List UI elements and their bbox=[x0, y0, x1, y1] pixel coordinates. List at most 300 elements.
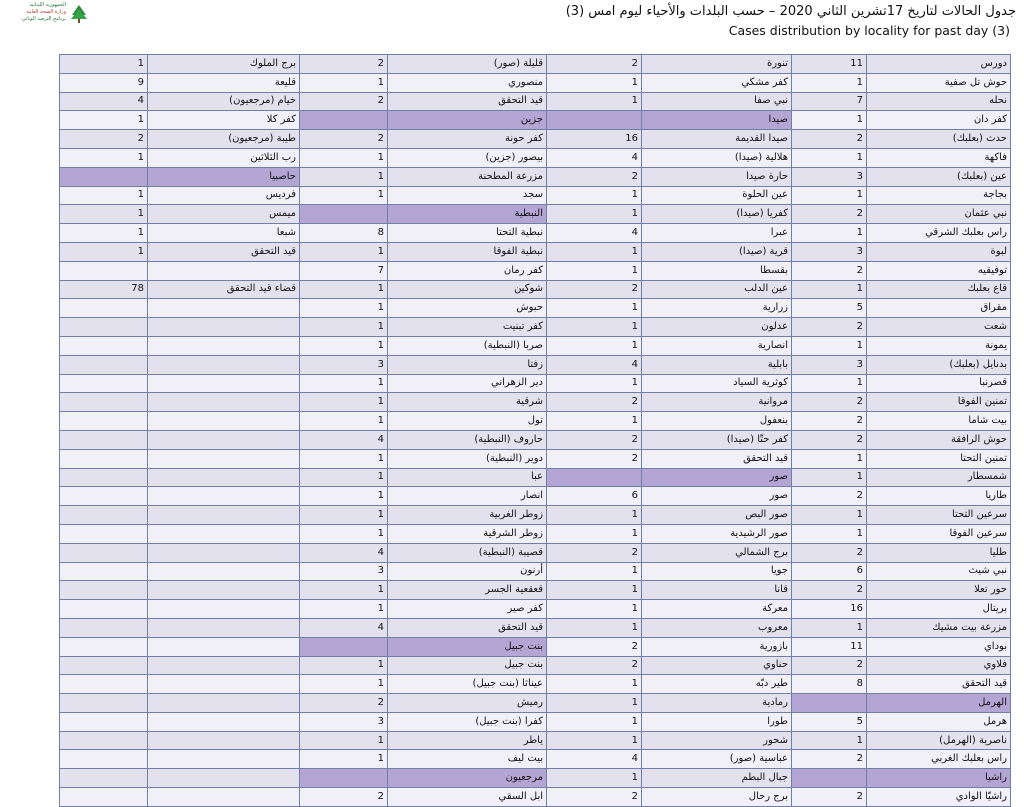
case-count-cell bbox=[60, 712, 148, 731]
locality-name-cell: بازورية bbox=[642, 637, 792, 656]
district-header-cell: بنت جبيل bbox=[388, 637, 547, 656]
case-count-cell bbox=[60, 374, 148, 393]
case-count-cell: 1 bbox=[300, 73, 388, 92]
ministry-logo bbox=[6, 2, 88, 28]
case-count-cell: 1 bbox=[60, 224, 148, 243]
case-count-cell: 2 bbox=[792, 412, 867, 431]
case-count-cell bbox=[60, 167, 148, 186]
locality-name-cell: قضاء قيد التحقق bbox=[148, 280, 300, 299]
locality-name-cell: حوش تل صفية bbox=[867, 73, 1011, 92]
locality-name-cell bbox=[148, 355, 300, 374]
locality-name-cell: راس بعلبك الشرقي bbox=[867, 224, 1011, 243]
case-count-cell: 1 bbox=[547, 242, 642, 261]
locality-name-cell: طيبة (مرجعيون) bbox=[148, 130, 300, 149]
case-count-cell: 2 bbox=[792, 393, 867, 412]
locality-name-cell: ميمس bbox=[148, 205, 300, 224]
locality-name-cell: قيد التحقق bbox=[388, 618, 547, 637]
locality-name-cell: ناصرية (الهرمل) bbox=[867, 731, 1011, 750]
locality-name-cell: منصوري bbox=[388, 73, 547, 92]
case-count-cell: 1 bbox=[547, 524, 642, 543]
locality-name-cell: عدلون bbox=[642, 318, 792, 337]
case-count-cell: 1 bbox=[547, 299, 642, 318]
case-count-cell: 1 bbox=[792, 73, 867, 92]
table-row bbox=[60, 562, 1011, 581]
locality-name-cell: هلالية (صيدا) bbox=[642, 148, 792, 167]
locality-name-cell: كوثرية السياد bbox=[642, 374, 792, 393]
case-count-cell: 2 bbox=[547, 656, 642, 675]
locality-name-cell: طاريا bbox=[867, 487, 1011, 506]
locality-name-cell: حدث (بعلبك) bbox=[867, 130, 1011, 149]
locality-name-cell: طليا bbox=[867, 543, 1011, 562]
case-count-cell: 2 bbox=[792, 487, 867, 506]
locality-name-cell: سجد bbox=[388, 186, 547, 205]
table-row bbox=[60, 299, 1011, 318]
table-row bbox=[60, 694, 1011, 713]
locality-name-cell: حناوي bbox=[642, 656, 792, 675]
case-count-cell: 2 bbox=[547, 280, 642, 299]
locality-name-cell: تنورة bbox=[642, 55, 792, 74]
case-count-cell bbox=[60, 788, 148, 807]
case-count-cell: 1 bbox=[300, 186, 388, 205]
table-row bbox=[60, 336, 1011, 355]
locality-name-cell: نبطية الفوقا bbox=[388, 242, 547, 261]
case-count-cell: 11 bbox=[792, 637, 867, 656]
case-count-cell bbox=[60, 468, 148, 487]
case-count-cell: 1 bbox=[547, 562, 642, 581]
locality-name-cell bbox=[148, 449, 300, 468]
case-count-cell: 8 bbox=[792, 675, 867, 694]
locality-name-cell: كفرا (بنت جبيل) bbox=[388, 712, 547, 731]
case-count-cell: 1 bbox=[300, 336, 388, 355]
case-count-cell: 1 bbox=[547, 92, 642, 111]
table-row bbox=[60, 769, 1011, 788]
case-count-cell: 1 bbox=[300, 412, 388, 431]
case-count-cell: 1 bbox=[300, 374, 388, 393]
locality-name-cell: صور bbox=[642, 487, 792, 506]
locality-name-cell: برج رحال bbox=[642, 788, 792, 807]
locality-name-cell: كفر دان bbox=[867, 111, 1011, 130]
table-row bbox=[60, 73, 1011, 92]
case-count-cell: 2 bbox=[792, 581, 867, 600]
case-count-cell: 2 bbox=[547, 55, 642, 74]
locality-name-cell: مزرعة المطحنة bbox=[388, 167, 547, 186]
table-row bbox=[60, 148, 1011, 167]
case-count-cell: 1 bbox=[300, 242, 388, 261]
table-row bbox=[60, 55, 1011, 74]
table-row bbox=[60, 543, 1011, 562]
case-count-cell: 9 bbox=[60, 73, 148, 92]
locality-name-cell: رميش bbox=[388, 694, 547, 713]
case-count-cell: 1 bbox=[547, 205, 642, 224]
locality-name-cell: شعت bbox=[867, 318, 1011, 337]
locality-name-cell: كفر كلا bbox=[148, 111, 300, 130]
case-count-cell: 1 bbox=[547, 731, 642, 750]
locality-name-cell: قيد التحقق bbox=[642, 449, 792, 468]
case-count-cell: 1 bbox=[792, 468, 867, 487]
case-count-cell: 1 bbox=[60, 148, 148, 167]
case-count-cell: 2 bbox=[300, 55, 388, 74]
table-row bbox=[60, 242, 1011, 261]
case-count-cell: 1 bbox=[60, 111, 148, 130]
case-count-cell: 1 bbox=[60, 55, 148, 74]
case-count-cell: 4 bbox=[60, 92, 148, 111]
page-title-english: Cases distribution by locality for past day (3) bbox=[728, 23, 1010, 38]
district-header-cell: حاصبيا bbox=[148, 167, 300, 186]
locality-name-cell bbox=[148, 393, 300, 412]
locality-name-cell: قصيبة (النبطية) bbox=[388, 543, 547, 562]
locality-name-cell: نبطية التحتا bbox=[388, 224, 547, 243]
locality-name-cell: مقراق bbox=[867, 299, 1011, 318]
case-count-cell: 1 bbox=[547, 618, 642, 637]
case-count-cell: 1 bbox=[60, 205, 148, 224]
locality-name-cell: عبرا bbox=[642, 224, 792, 243]
case-count-cell: 4 bbox=[300, 543, 388, 562]
case-count-cell: 1 bbox=[792, 449, 867, 468]
locality-name-cell: قيد التحقق bbox=[388, 92, 547, 111]
locality-name-cell: انصارية bbox=[642, 336, 792, 355]
locality-name-cell: مزرعة بيت مشيك bbox=[867, 618, 1011, 637]
case-count-cell bbox=[60, 299, 148, 318]
case-count-cell bbox=[792, 769, 867, 788]
case-count-cell bbox=[792, 694, 867, 713]
case-count-cell: 3 bbox=[300, 562, 388, 581]
locality-name-cell: يمونة bbox=[867, 336, 1011, 355]
case-count-cell bbox=[60, 412, 148, 431]
district-header-cell: راشيا bbox=[867, 769, 1011, 788]
locality-name-cell: فلاوي bbox=[867, 656, 1011, 675]
locality-name-cell bbox=[148, 656, 300, 675]
case-count-cell: 2 bbox=[792, 261, 867, 280]
case-count-cell: 16 bbox=[547, 130, 642, 149]
case-count-cell bbox=[60, 393, 148, 412]
page-title-arabic: جدول الحالات لتاريخ 17تشرين الثاني 2020 – حسب البلدات والأحياء ليوم امس (3) bbox=[565, 4, 1016, 19]
case-count-cell: 1 bbox=[792, 731, 867, 750]
locality-name-cell: صور الرشيدية bbox=[642, 524, 792, 543]
locality-name-cell bbox=[148, 731, 300, 750]
case-count-cell: 1 bbox=[547, 186, 642, 205]
case-count-cell: 6 bbox=[792, 562, 867, 581]
locality-name-cell: قصرنبا bbox=[867, 374, 1011, 393]
locality-name-cell bbox=[148, 675, 300, 694]
case-count-cell: 1 bbox=[792, 374, 867, 393]
case-count-cell: 1 bbox=[547, 600, 642, 619]
locality-name-cell: قانا bbox=[642, 581, 792, 600]
cases-table bbox=[59, 54, 1011, 807]
table-row bbox=[60, 186, 1011, 205]
case-count-cell: 1 bbox=[547, 675, 642, 694]
locality-name-cell: زوطر الشرقية bbox=[388, 524, 547, 543]
case-count-cell bbox=[60, 449, 148, 468]
district-header-cell: مرجعيون bbox=[388, 769, 547, 788]
case-count-cell bbox=[60, 355, 148, 374]
locality-name-cell: زوطر الغربية bbox=[388, 506, 547, 525]
case-count-cell: 1 bbox=[300, 581, 388, 600]
case-count-cell: 1 bbox=[792, 506, 867, 525]
case-count-cell: 1 bbox=[547, 712, 642, 731]
locality-name-cell bbox=[148, 506, 300, 525]
locality-name-cell: حوش الرافقة bbox=[867, 430, 1011, 449]
locality-name-cell bbox=[148, 336, 300, 355]
case-count-cell: 1 bbox=[300, 280, 388, 299]
locality-name-cell: عبا bbox=[388, 468, 547, 487]
locality-name-cell bbox=[148, 487, 300, 506]
locality-name-cell: حارة صيدا bbox=[642, 167, 792, 186]
case-count-cell: 1 bbox=[792, 186, 867, 205]
case-count-cell: 2 bbox=[547, 167, 642, 186]
case-count-cell: 4 bbox=[547, 148, 642, 167]
locality-name-cell: حبوش bbox=[388, 299, 547, 318]
case-count-cell: 2 bbox=[792, 430, 867, 449]
table-row bbox=[60, 280, 1011, 299]
case-count-cell: 1 bbox=[547, 318, 642, 337]
case-count-cell: 1 bbox=[300, 524, 388, 543]
locality-name-cell: كفريا (صيدا) bbox=[642, 205, 792, 224]
case-count-cell: 2 bbox=[792, 543, 867, 562]
locality-name-cell: بجاجة bbox=[867, 186, 1011, 205]
table-row bbox=[60, 600, 1011, 619]
locality-name-cell: مروانية bbox=[642, 393, 792, 412]
table-row bbox=[60, 111, 1011, 130]
locality-name-cell: صور البص bbox=[642, 506, 792, 525]
case-count-cell: 4 bbox=[547, 750, 642, 769]
table-row bbox=[60, 656, 1011, 675]
case-count-cell bbox=[60, 543, 148, 562]
locality-name-cell: نبي شيث bbox=[867, 562, 1011, 581]
case-count-cell: 2 bbox=[547, 543, 642, 562]
case-count-cell: 8 bbox=[300, 224, 388, 243]
logo-line-1: الجمهورية اللبنانية bbox=[29, 2, 66, 8]
case-count-cell: 3 bbox=[300, 712, 388, 731]
locality-name-cell: قيد التحقق bbox=[148, 242, 300, 261]
locality-name-cell bbox=[148, 299, 300, 318]
table-row bbox=[60, 393, 1011, 412]
case-count-cell: 4 bbox=[547, 224, 642, 243]
locality-name-cell: بنعفول bbox=[642, 412, 792, 431]
case-count-cell: 1 bbox=[60, 186, 148, 205]
table-row bbox=[60, 92, 1011, 111]
table-row bbox=[60, 449, 1011, 468]
case-count-cell bbox=[547, 111, 642, 130]
case-count-cell bbox=[60, 656, 148, 675]
table-row bbox=[60, 581, 1011, 600]
locality-name-cell: شمسطار bbox=[867, 468, 1011, 487]
case-count-cell: 2 bbox=[792, 788, 867, 807]
locality-name-cell: توفيقيه bbox=[867, 261, 1011, 280]
case-count-cell: 2 bbox=[547, 788, 642, 807]
case-count-cell bbox=[547, 468, 642, 487]
table-row bbox=[60, 506, 1011, 525]
logo-line-2: وزارة الصحة العامة bbox=[26, 9, 66, 15]
locality-name-cell: كفر صير bbox=[388, 600, 547, 619]
locality-name-cell bbox=[148, 618, 300, 637]
logo-line-3: برنامج الترصد الوبائي bbox=[21, 16, 66, 22]
locality-name-cell: طير دبّه bbox=[642, 675, 792, 694]
locality-name-cell: كفر حونة bbox=[388, 130, 547, 149]
case-count-cell: 1 bbox=[792, 224, 867, 243]
locality-name-cell bbox=[148, 543, 300, 562]
case-count-cell: 4 bbox=[300, 618, 388, 637]
case-count-cell: 3 bbox=[792, 355, 867, 374]
locality-name-cell bbox=[148, 562, 300, 581]
locality-name-cell: ابل السقي bbox=[388, 788, 547, 807]
table-row bbox=[60, 205, 1011, 224]
locality-name-cell: قعقعية الجسر bbox=[388, 581, 547, 600]
locality-name-cell bbox=[148, 318, 300, 337]
locality-name-cell: كفر تبنيت bbox=[388, 318, 547, 337]
case-count-cell bbox=[300, 205, 388, 224]
case-count-cell: 2 bbox=[547, 637, 642, 656]
locality-name-cell: بقسطا bbox=[642, 261, 792, 280]
case-count-cell: 1 bbox=[547, 581, 642, 600]
case-count-cell: 5 bbox=[792, 299, 867, 318]
locality-name-cell: جويا bbox=[642, 562, 792, 581]
case-count-cell: 5 bbox=[792, 712, 867, 731]
locality-name-cell: بيصور (جزين) bbox=[388, 148, 547, 167]
locality-name-cell: راس بعلبك الغربي bbox=[867, 750, 1011, 769]
district-header-cell: جزين bbox=[388, 111, 547, 130]
case-count-cell: 2 bbox=[547, 393, 642, 412]
locality-name-cell: دير الزهراني bbox=[388, 374, 547, 393]
locality-name-cell bbox=[148, 468, 300, 487]
locality-name-cell: تمنين الفوقا bbox=[867, 393, 1011, 412]
case-count-cell bbox=[60, 562, 148, 581]
case-count-cell bbox=[60, 600, 148, 619]
locality-name-cell: طورا bbox=[642, 712, 792, 731]
locality-name-cell bbox=[148, 374, 300, 393]
locality-name-cell: نحله bbox=[867, 92, 1011, 111]
locality-name-cell: سرعين الفوقا bbox=[867, 524, 1011, 543]
case-count-cell: 3 bbox=[792, 167, 867, 186]
case-count-cell: 7 bbox=[300, 261, 388, 280]
case-count-cell bbox=[60, 430, 148, 449]
table-row bbox=[60, 130, 1011, 149]
table-row bbox=[60, 712, 1011, 731]
case-count-cell: 2 bbox=[300, 694, 388, 713]
locality-name-cell: بنت جبيل bbox=[388, 656, 547, 675]
case-count-cell: 1 bbox=[547, 261, 642, 280]
locality-name-cell bbox=[148, 769, 300, 788]
locality-name-cell: خيام (مرجعيون) bbox=[148, 92, 300, 111]
locality-name-cell bbox=[148, 600, 300, 619]
case-count-cell: 1 bbox=[792, 618, 867, 637]
locality-name-cell bbox=[148, 694, 300, 713]
case-count-cell bbox=[60, 318, 148, 337]
case-count-cell: 2 bbox=[60, 130, 148, 149]
case-count-cell: 7 bbox=[792, 92, 867, 111]
locality-name-cell bbox=[148, 261, 300, 280]
locality-name-cell: أرنون bbox=[388, 562, 547, 581]
case-count-cell bbox=[60, 731, 148, 750]
case-count-cell: 2 bbox=[792, 656, 867, 675]
case-count-cell: 1 bbox=[300, 318, 388, 337]
locality-name-cell: كفر حتّا (صيدا) bbox=[642, 430, 792, 449]
locality-name-cell: برج الشمالي bbox=[642, 543, 792, 562]
table-row bbox=[60, 788, 1011, 807]
case-count-cell: 1 bbox=[792, 111, 867, 130]
district-header-cell: الهرمل bbox=[867, 694, 1011, 713]
table-row bbox=[60, 618, 1011, 637]
table-row bbox=[60, 261, 1011, 280]
case-count-cell: 2 bbox=[547, 449, 642, 468]
case-count-cell: 1 bbox=[300, 750, 388, 769]
locality-name-cell: معركة bbox=[642, 600, 792, 619]
table-row bbox=[60, 374, 1011, 393]
case-count-cell: 1 bbox=[300, 487, 388, 506]
case-count-cell bbox=[60, 618, 148, 637]
case-count-cell: 2 bbox=[300, 130, 388, 149]
case-count-cell bbox=[60, 487, 148, 506]
case-count-cell: 1 bbox=[300, 167, 388, 186]
case-count-cell bbox=[60, 261, 148, 280]
locality-name-cell: بابلية bbox=[642, 355, 792, 374]
case-count-cell: 1 bbox=[792, 524, 867, 543]
locality-name-cell: كفر رمان bbox=[388, 261, 547, 280]
table-row bbox=[60, 224, 1011, 243]
locality-name-cell bbox=[148, 788, 300, 807]
locality-name-cell: عين الدلب bbox=[642, 280, 792, 299]
logo-text bbox=[6, 2, 66, 23]
locality-name-cell: راشيّا الوادي bbox=[867, 788, 1011, 807]
locality-name-cell: دورس bbox=[867, 55, 1011, 74]
table-row bbox=[60, 167, 1011, 186]
locality-name-cell: صيدا القديمة bbox=[642, 130, 792, 149]
locality-name-cell: لبوة bbox=[867, 242, 1011, 261]
case-count-cell: 1 bbox=[60, 242, 148, 261]
case-count-cell: 1 bbox=[547, 412, 642, 431]
locality-name-cell: دوير (النبطية) bbox=[388, 449, 547, 468]
locality-name-cell: معروب bbox=[642, 618, 792, 637]
locality-name-cell bbox=[148, 637, 300, 656]
locality-name-cell: عباسية (صور) bbox=[642, 750, 792, 769]
table-row bbox=[60, 412, 1011, 431]
locality-name-cell: حور تعلا bbox=[867, 581, 1011, 600]
case-count-cell: 1 bbox=[300, 506, 388, 525]
table-row bbox=[60, 468, 1011, 487]
locality-name-cell: زرارية bbox=[642, 299, 792, 318]
table-row bbox=[60, 318, 1011, 337]
locality-name-cell: بيت ليف bbox=[388, 750, 547, 769]
case-count-cell: 2 bbox=[792, 318, 867, 337]
case-count-cell: 1 bbox=[547, 336, 642, 355]
case-count-cell bbox=[60, 769, 148, 788]
case-count-cell: 4 bbox=[300, 430, 388, 449]
locality-name-cell: زفتا bbox=[388, 355, 547, 374]
case-count-cell bbox=[300, 637, 388, 656]
locality-name-cell: قليلة (صور) bbox=[388, 55, 547, 74]
case-count-cell: 2 bbox=[547, 430, 642, 449]
locality-name-cell: شرقية bbox=[388, 393, 547, 412]
case-count-cell bbox=[60, 581, 148, 600]
case-count-cell: 2 bbox=[792, 205, 867, 224]
locality-name-cell: صربا (النبطية) bbox=[388, 336, 547, 355]
case-count-cell bbox=[60, 694, 148, 713]
case-count-cell: 1 bbox=[547, 73, 642, 92]
case-count-cell bbox=[60, 750, 148, 769]
locality-name-cell: سرعين التحتا bbox=[867, 506, 1011, 525]
table-row bbox=[60, 750, 1011, 769]
case-count-cell: 1 bbox=[300, 468, 388, 487]
locality-name-cell: قليعة bbox=[148, 73, 300, 92]
locality-name-cell: قرية (صيدا) bbox=[642, 242, 792, 261]
case-count-cell: 16 bbox=[792, 600, 867, 619]
case-count-cell: 3 bbox=[300, 355, 388, 374]
locality-name-cell bbox=[148, 712, 300, 731]
district-header-cell: النبطية bbox=[388, 205, 547, 224]
case-count-cell: 3 bbox=[792, 242, 867, 261]
locality-name-cell: برج الملوك bbox=[148, 55, 300, 74]
locality-name-cell: جبال البطم bbox=[642, 769, 792, 788]
case-count-cell bbox=[60, 506, 148, 525]
